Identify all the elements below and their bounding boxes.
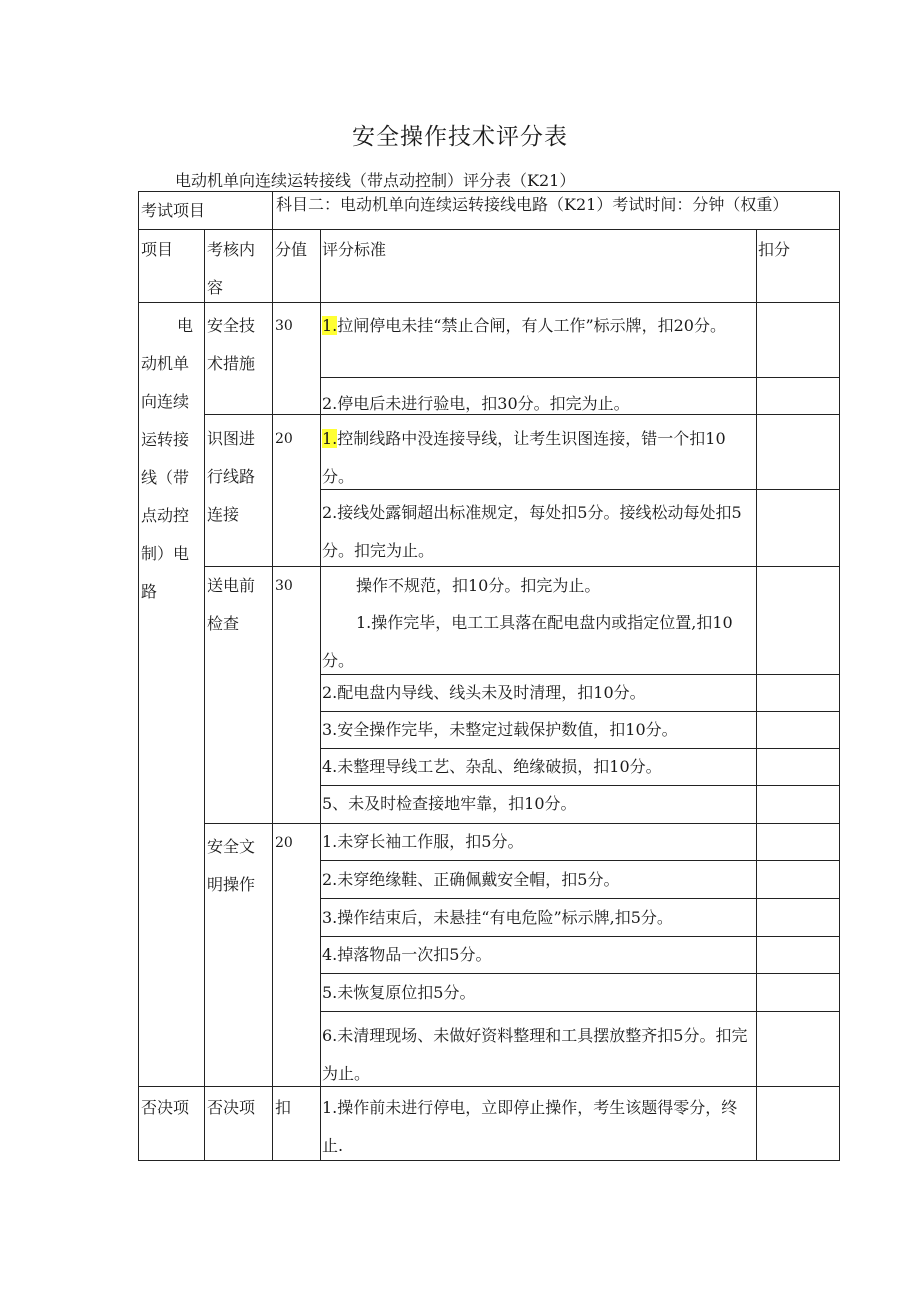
highlight-marker: 1. <box>322 429 338 448</box>
table-subtitle: 电动机单向连续运转接线（带点动控制）评分表（K21） <box>175 171 576 190</box>
criteria-item: 4.未整理导线工艺、杂乱、绝缘破损，扣10分。 <box>322 757 662 776</box>
criteria-item: 2.停电后未进行验电，扣30分。扣完为止。 <box>322 394 630 413</box>
criteria-item: 5、未及时检查接地牢靠，扣10分。 <box>322 794 577 813</box>
veto-project: 否决项 <box>141 1098 190 1117</box>
page-title: 安全操作技术评分表 <box>352 124 568 150</box>
criteria-item: 1.操作前未进行停电，立即停止操作，考生该题得零分，终止. <box>322 1098 738 1155</box>
subject-info: 科目二：电动机单向连续运转接线电路（K21）考试时间：分钟（权重） <box>276 195 789 214</box>
criteria-item: 1.未穿长袖工作服，扣5分。 <box>322 832 524 851</box>
criteria-item: 2.配电盘内导线、线头未及时清理，扣10分。 <box>322 683 646 702</box>
criteria-item: 1.操作完毕，电工工具落在配电盘内或指定位置,扣10分。 <box>322 613 733 670</box>
score-table <box>138 191 840 1161</box>
section-content: 安全文明操作 <box>207 837 256 894</box>
section-content: 送电前检查 <box>207 576 256 633</box>
main-project-name: 电动机单向连续运转接线（带点动控制）电路 <box>141 316 194 601</box>
criteria-item: 1.控制线路中没连接导线，让考生识图连接，错一个扣10分。 <box>322 429 726 486</box>
veto-score: 扣 <box>275 1098 292 1117</box>
criteria-item: 5.未恢复原位扣5分。 <box>322 983 476 1002</box>
criteria-item: 4.掉落物品一次扣5分。 <box>322 945 492 964</box>
section-score: 30 <box>275 578 293 594</box>
highlight-marker: 1. <box>322 316 338 335</box>
criteria-item: 2.接线处露铜超出标准规定，每处扣5分。接线松动每处扣5分。扣完为止。 <box>322 503 742 560</box>
section-score: 20 <box>275 835 293 851</box>
section-content: 安全技术措施 <box>207 316 256 373</box>
header-project: 项目 <box>141 240 174 259</box>
header-deduct: 扣分 <box>758 240 791 259</box>
criteria-item: 3.操作结束后，未悬挂“有电危险”标示牌,扣5分。 <box>322 908 673 927</box>
header-score: 分值 <box>275 240 308 259</box>
criteria-item: 3.安全操作完毕，未整定过载保护数值，扣10分。 <box>322 720 678 739</box>
section-content: 识图进行线路连接 <box>207 429 256 524</box>
section-score: 30 <box>275 318 293 334</box>
section-score: 20 <box>275 431 293 447</box>
criteria-item: 2.未穿绝缘鞋、正确佩戴安全帽，扣5分。 <box>322 870 620 889</box>
criteria-item: 6.未清理现场、未做好资料整理和工具摆放整齐扣5分。扣完为止。 <box>322 1026 748 1083</box>
criteria-item: 操作不规范，扣10分。扣完为止。 <box>356 576 601 595</box>
veto-content: 否决项 <box>207 1098 256 1117</box>
header-content: 考核内容 <box>207 240 256 297</box>
criteria-item: 1.拉闸停电未挂“禁止合闸，有人工作”标示牌，扣20分。 <box>322 316 726 335</box>
header-criteria: 评分标准 <box>322 240 387 259</box>
exam-item-label: 考试项目 <box>141 201 206 220</box>
